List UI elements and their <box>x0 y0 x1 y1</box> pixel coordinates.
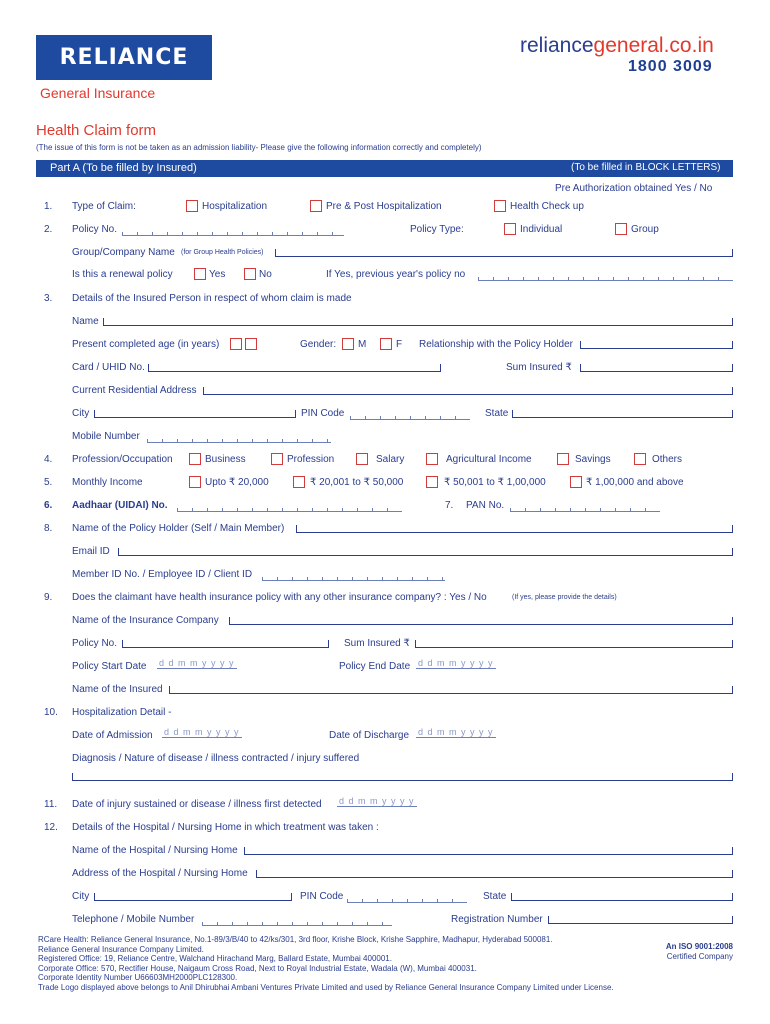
policy-holder-field[interactable] <box>296 532 733 533</box>
individual-checkbox[interactable] <box>504 223 516 235</box>
income-4-checkbox[interactable] <box>570 476 582 488</box>
profession-label: Profession/Occupation <box>72 454 173 465</box>
business-checkbox[interactable] <box>189 453 201 465</box>
website-url[interactable] <box>520 34 714 58</box>
business-label: Business <box>205 454 246 465</box>
discharge-date-field[interactable]: d d m m y y y y <box>418 727 494 737</box>
gender-label: Gender: <box>300 339 337 350</box>
agricultural-label: Agricultural Income <box>446 454 532 465</box>
salary-checkbox[interactable] <box>356 453 368 465</box>
url-part-1: reliance <box>520 34 594 57</box>
registration-field[interactable] <box>548 923 733 924</box>
aadhaar-label: Aadhaar (UIDAI) No. <box>72 500 168 511</box>
insured-name-field[interactable] <box>103 325 733 326</box>
group-label: Group <box>631 224 659 235</box>
pan-label: PAN No. <box>466 500 505 511</box>
q1-number: 1. <box>44 201 53 212</box>
others-label: Others <box>652 454 683 465</box>
reliance-logo <box>36 35 212 80</box>
hospitalization-label: Hospitalization <box>202 201 268 212</box>
part-a-heading: Part A (To be filled by Insured) <box>50 162 197 174</box>
income-2-checkbox[interactable] <box>293 476 305 488</box>
address-label: Current Residential Address <box>72 385 197 396</box>
member-id-field[interactable] <box>262 570 445 581</box>
gender-m-checkbox[interactable] <box>342 338 354 350</box>
other-sum-insured-label: Sum Insured ₹ <box>344 638 410 649</box>
q6-number: 6. <box>44 500 53 511</box>
renewal-yes-label: Yes <box>209 269 226 280</box>
policy-end-label: Policy End Date <box>339 661 411 672</box>
savings-label: Savings <box>575 454 611 465</box>
q10-number: 10. <box>44 707 58 718</box>
health-checkup-label: Health Check up <box>510 201 584 212</box>
email-label: Email ID <box>72 546 110 557</box>
renewal-label: Is this a renewal policy <box>72 269 173 280</box>
hospitalization-detail-label: Hospitalization Detail - <box>72 707 172 718</box>
prev-policy-field[interactable] <box>478 270 733 281</box>
group-company-field[interactable] <box>275 256 733 257</box>
q12-number: 12. <box>44 822 58 833</box>
type-of-claim-label: Type of Claim: <box>72 201 136 212</box>
city-field[interactable] <box>94 417 296 418</box>
age-digit-1-box[interactable] <box>230 338 242 350</box>
hospital-tel-label: Telephone / Mobile Number <box>72 914 195 925</box>
hospital-name-field[interactable] <box>244 854 733 855</box>
card-uhid-label: Card / UHID No. <box>72 362 145 373</box>
hospital-state-label: State <box>483 891 507 902</box>
other-insurance-label: Does the claimant have health insurance policy with any other insurance company? : Yes / No <box>72 592 487 603</box>
hospital-details-label: Details of the Hospital / Nursing Home in which treatment was taken : <box>72 822 379 833</box>
other-policy-no-label: Policy No. <box>72 638 118 649</box>
logo-wordmark: RELIANCE <box>59 45 189 70</box>
renewal-no-checkbox[interactable] <box>244 268 256 280</box>
state-field[interactable] <box>512 417 733 418</box>
footer-corporate-office: Corporate Office: 570, Rectifier House, Naigaum Cross Road, Next to Royal Industrial Estate, Wadala (W), Mumbai 400031. <box>38 964 477 973</box>
prev-policy-label: If Yes, previous year's policy no <box>326 269 466 280</box>
hospital-city-label: City <box>72 891 90 902</box>
iso-certified-company: Certified Company <box>666 952 733 961</box>
injury-date-field[interactable]: d d m m y y y y <box>339 796 415 806</box>
form-note: (The issue of this form is not be taken as an admission liability- Please give the following information correctly and completely) <box>36 143 482 152</box>
pre-auth-label: Pre Authorization obtained Yes / No <box>555 183 713 194</box>
block-letters-note: (To be filled in BLOCK LETTERS) <box>571 162 721 173</box>
other-insurance-hint: (If yes, please provide the details) <box>512 594 617 601</box>
pre-post-label: Pre & Post Hospitalization <box>326 201 442 212</box>
diagnosis-label: Diagnosis / Nature of disease / illness contracted / injury suffered <box>72 753 360 764</box>
q2-number: 2. <box>44 224 53 235</box>
mobile-field[interactable] <box>147 432 331 443</box>
group-checkbox[interactable] <box>615 223 627 235</box>
other-sum-insured-field[interactable] <box>415 647 733 648</box>
q5-number: 5. <box>44 477 53 488</box>
hospital-pin-field[interactable] <box>347 892 467 903</box>
email-field[interactable] <box>118 555 733 556</box>
policy-start-date-field[interactable]: d d m m y y y y <box>159 658 235 668</box>
pre-post-checkbox[interactable] <box>310 200 322 212</box>
age-label: Present completed age (in years) <box>72 339 220 350</box>
diagnosis-field[interactable] <box>72 780 733 781</box>
profession-checkbox[interactable] <box>271 453 283 465</box>
insured-name-label: Name <box>72 316 99 327</box>
footer-cin: Corporate Identity Number U66603MH2000PLC128300. <box>38 973 238 982</box>
gender-f-label: F <box>396 339 403 350</box>
relationship-field[interactable] <box>580 348 733 349</box>
health-checkup-checkbox[interactable] <box>494 200 506 212</box>
other-insured-name-field[interactable] <box>169 693 733 694</box>
renewal-yes-checkbox[interactable] <box>194 268 206 280</box>
admission-label: Date of Admission <box>72 730 153 741</box>
monthly-income-label: Monthly Income <box>72 477 143 488</box>
injury-date-label: Date of injury sustained or disease / illness first detected <box>72 799 322 810</box>
insured-details-label: Details of the Insured Person in respect of whom claim is made <box>72 293 352 304</box>
logo-subtitle: General Insurance <box>40 85 156 101</box>
income-3-checkbox[interactable] <box>426 476 438 488</box>
admission-date-field[interactable]: d d m m y y y y <box>164 727 240 737</box>
insurance-company-label: Name of the Insurance Company <box>72 615 219 626</box>
other-insured-name-label: Name of the Insured <box>72 684 163 695</box>
policy-no-field[interactable] <box>122 225 344 236</box>
hospital-address-field[interactable] <box>256 877 733 878</box>
policy-holder-label: Name of the Policy Holder (Self / Main Member) <box>72 523 285 534</box>
individual-label: Individual <box>520 224 563 235</box>
age-digit-2-box[interactable] <box>245 338 257 350</box>
mobile-label: Mobile Number <box>72 431 140 442</box>
q11-number: 11. <box>44 799 58 810</box>
q9-number: 9. <box>44 592 53 603</box>
card-uhid-field[interactable] <box>148 371 441 372</box>
others-checkbox[interactable] <box>634 453 646 465</box>
q4-number: 4. <box>44 454 53 465</box>
income-3-label: ₹ 50,001 to ₹ 1,00,000 <box>444 477 546 488</box>
policy-start-label: Policy Start Date <box>72 661 147 672</box>
hospital-city-field[interactable] <box>94 900 292 901</box>
income-2-label: ₹ 20,001 to ₹ 50,000 <box>310 477 404 488</box>
savings-checkbox[interactable] <box>557 453 569 465</box>
profession-opt-label: Profession <box>287 454 335 465</box>
gender-m-label: M <box>358 339 367 350</box>
footer-company: Reliance General Insurance Company Limited. <box>38 945 204 954</box>
hospital-name-label: Name of the Hospital / Nursing Home <box>72 845 238 856</box>
q8-number: 8. <box>44 523 53 534</box>
salary-label: Salary <box>376 454 405 465</box>
renewal-no-label: No <box>259 269 272 280</box>
footer-trade-logo: Trade Logo displayed above belongs to Anil Dhirubhai Ambani Ventures Private Limited and used by Reliance General Insurance Company Limited under License. <box>38 983 614 992</box>
sum-insured-field[interactable] <box>580 371 733 372</box>
insurance-company-field[interactable] <box>229 624 733 625</box>
hospital-tel-field[interactable] <box>202 915 392 926</box>
member-id-label: Member ID No. / Employee ID / Client ID <box>72 569 253 580</box>
hospital-pin-label: PIN Code <box>300 891 344 902</box>
income-1-checkbox[interactable] <box>189 476 201 488</box>
agricultural-checkbox[interactable] <box>426 453 438 465</box>
city-label: City <box>72 408 90 419</box>
other-policy-no-field[interactable] <box>122 647 329 648</box>
policy-end-date-field[interactable]: d d m m y y y y <box>418 658 494 668</box>
hospital-state-field[interactable] <box>511 900 733 901</box>
footer-rcare: RCare Health: Reliance General Insurance, No.1-89/3/B/40 to 42/ks/301, 3rd floor, Krishe Block, Krishe Sapphire, Madhapur, Hyderabad 500081. <box>38 935 553 944</box>
form-title: Health Claim form <box>36 122 157 139</box>
state-label: State <box>485 408 509 419</box>
footer-registered-office: Registered Office: 19, Reliance Centre, Walchand Hirachand Marg, Ballard Estate, Mumbai 400001. <box>38 954 392 963</box>
policy-no-label: Policy No. <box>72 224 118 235</box>
relationship-label: Relationship with the Policy Holder <box>419 339 573 350</box>
hospitalization-checkbox[interactable] <box>186 200 198 212</box>
discharge-label: Date of Discharge <box>329 730 410 741</box>
address-field[interactable] <box>203 394 733 395</box>
aadhaar-field[interactable] <box>177 501 402 512</box>
pin-field[interactable] <box>350 409 470 420</box>
q3-number: 3. <box>44 293 53 304</box>
gender-f-checkbox[interactable] <box>380 338 392 350</box>
pan-field[interactable] <box>510 501 660 512</box>
policy-type-label: Policy Type: <box>410 224 464 235</box>
helpline-number: 1800 3009 <box>628 58 713 75</box>
iso-certification: An ISO 9001:2008 <box>665 942 733 951</box>
url-part-2: general.co.in <box>593 34 714 57</box>
q7-number: 7. <box>445 500 454 511</box>
income-1-label: Upto ₹ 20,000 <box>205 477 269 488</box>
registration-label: Registration Number <box>451 914 543 925</box>
group-company-hint: (for Group Health Policies) <box>181 249 264 256</box>
income-4-label: ₹ 1,00,000 and above <box>586 477 684 488</box>
sum-insured-label: Sum Insured ₹ <box>506 362 572 373</box>
hospital-address-label: Address of the Hospital / Nursing Home <box>72 868 248 879</box>
group-company-label: Group/Company Name <box>72 247 175 258</box>
pin-label: PIN Code <box>301 408 345 419</box>
